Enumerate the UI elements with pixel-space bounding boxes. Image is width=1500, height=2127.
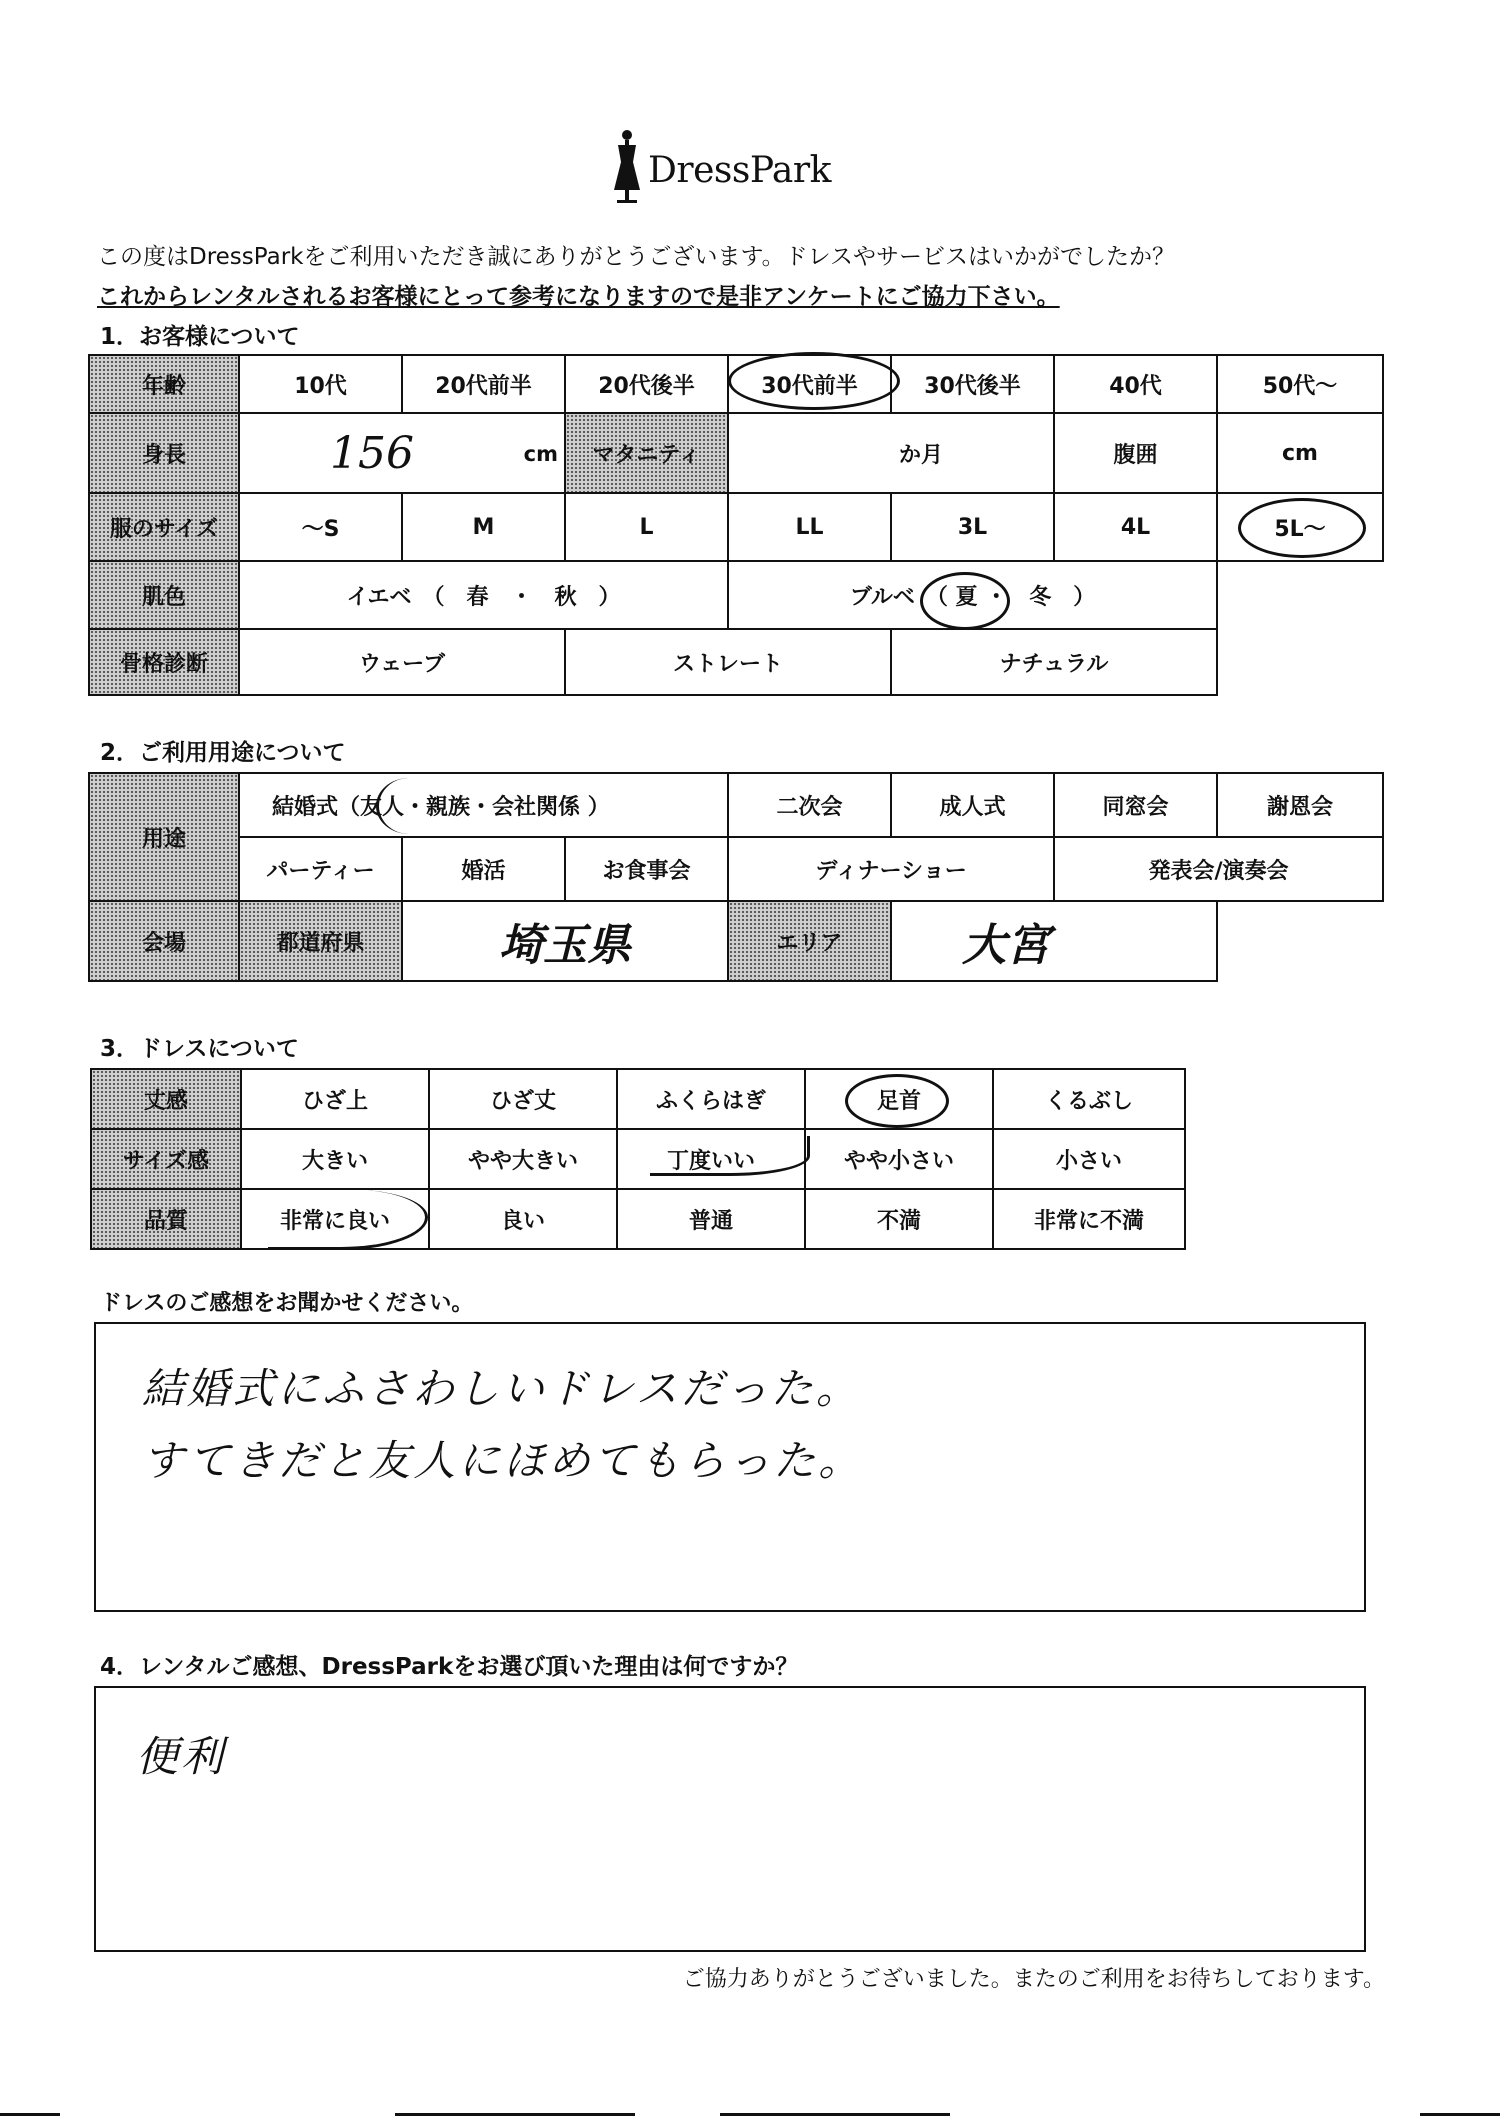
size-option[interactable]: ～S (239, 493, 402, 561)
size-option[interactable]: 4L (1054, 493, 1217, 561)
reason-answer: 便利 (136, 1732, 227, 1781)
size-option[interactable]: LL (728, 493, 891, 561)
scan-edge-mark (0, 2113, 60, 2116)
fit-option[interactable]: やや小さい (805, 1129, 993, 1189)
length-label: 丈感 (91, 1069, 241, 1129)
section3-title: 3．ドレスについて (100, 1036, 299, 1062)
intro-request: これからレンタルされるお客様にとって参考になりますので是非アンケートにご協力下さい。 (97, 284, 1060, 310)
height-unit: cm (523, 442, 558, 466)
impression-label: ドレスのご感想をお聞かせください。 (100, 1291, 474, 1316)
intro-text: この度はDressParkをご利用いただき誠にありがとうございます。ドレスやサービスはいかがでしたか？ (97, 244, 1175, 270)
usage-option[interactable]: パーティー (239, 837, 402, 901)
area-label: エリア (728, 901, 891, 981)
section2-title: 2．ご利用用途について (100, 740, 346, 766)
scan-edge-mark (720, 2113, 950, 2116)
fit-selection-mark (650, 1136, 810, 1176)
fit-option[interactable]: 大きい (241, 1129, 429, 1189)
usage-label: 用途 (89, 773, 239, 901)
quality-option[interactable]: 非常に不満 (993, 1189, 1185, 1249)
usage-option[interactable]: お食事会 (565, 837, 728, 901)
usage-option[interactable]: 成人式 (891, 773, 1054, 837)
length-option[interactable]: ひざ上 (241, 1069, 429, 1129)
length-selection-mark (845, 1074, 949, 1128)
usage-option[interactable]: 同窓会 (1054, 773, 1217, 837)
usage-option[interactable]: 二次会 (728, 773, 891, 837)
empty-cell (1217, 629, 1383, 695)
friend-selection-mark (376, 778, 442, 834)
age-option[interactable]: 20代後半 (565, 355, 728, 413)
area-value[interactable]: 大宮 (891, 901, 1217, 981)
skin-selection-mark (920, 572, 1010, 630)
length-option-selected[interactable]: 足首 (805, 1069, 993, 1129)
size-option[interactable]: 3L (891, 493, 1054, 561)
frame-option[interactable]: ストレート (565, 629, 891, 695)
wedding-label: 結婚式（ (272, 794, 361, 820)
dress-mannequin-icon (610, 128, 644, 208)
dresspark-logo (610, 128, 850, 208)
quality-option[interactable]: 良い (429, 1189, 617, 1249)
length-option[interactable]: ひざ丈 (429, 1069, 617, 1129)
section4-title: 4．レンタルご感想、DressParkをお選び頂いた理由は何ですか？ (100, 1654, 799, 1680)
quality-option[interactable]: 不満 (805, 1189, 993, 1249)
age-selection-mark (728, 352, 900, 410)
fit-option-selected[interactable]: 丁度いい (617, 1129, 805, 1189)
wedding-rest: ・親族・会社関係 ） (404, 794, 610, 820)
reason-box[interactable] (94, 1686, 1366, 1952)
age-option[interactable]: 30代後半 (891, 355, 1054, 413)
scan-edge-mark (395, 2113, 635, 2116)
age-option[interactable]: 40代 (1054, 355, 1217, 413)
usage-option[interactable]: 発表会/演奏会 (1054, 837, 1383, 901)
prefecture-value[interactable]: 埼玉県 (402, 901, 728, 981)
footer-thanks: ご協力ありがとうございました。またのご利用をお待ちしております。 (682, 1967, 1385, 1992)
maternity-months[interactable]: か月 (728, 413, 1054, 493)
usage-wedding[interactable] (239, 773, 728, 837)
quality-option[interactable]: 普通 (617, 1189, 805, 1249)
skin-blue-prefix: ブルベ （ (849, 584, 948, 610)
empty-cell (1217, 561, 1383, 629)
dress-table (90, 1068, 1186, 1250)
brand-name: DressPark (648, 150, 831, 191)
impression-box[interactable] (94, 1322, 1366, 1612)
usage-option[interactable]: 謝恩会 (1217, 773, 1383, 837)
waist-label: 腹囲 (1054, 413, 1217, 493)
frame-option[interactable]: ナチュラル (891, 629, 1217, 695)
skin-yellow[interactable]: イエベ （ 春 ・ 秋 ） (239, 561, 728, 629)
height-label: 身長 (89, 413, 239, 493)
skin-blue-suffix: ・ 冬 ） (985, 584, 1096, 610)
section1-title: 1．お客様について (100, 324, 300, 350)
age-option[interactable]: 20代前半 (402, 355, 565, 413)
wedding-friend: 友人 (360, 794, 405, 820)
impression-line-2: すてきだと友人にほめてもらった。 (142, 1436, 864, 1485)
usage-option[interactable]: 婚活 (402, 837, 565, 901)
length-option[interactable]: ふくらはぎ (617, 1069, 805, 1129)
frame-label: 骨格診断 (89, 629, 239, 695)
quality-label: 品質 (91, 1189, 241, 1249)
fit-option[interactable]: やや大きい (429, 1129, 617, 1189)
impression-line-1: 結婚式にふさわしいドレスだった。 (142, 1364, 861, 1413)
age-option[interactable]: 50代～ (1217, 355, 1383, 413)
maternity-label: マタニティ (565, 413, 728, 493)
fit-option[interactable]: 小さい (993, 1129, 1185, 1189)
customer-table (88, 354, 1384, 696)
length-option[interactable]: くるぶし (993, 1069, 1185, 1129)
size-label: 服のサイズ (89, 493, 239, 561)
size-option-selected[interactable]: 5L～ (1217, 493, 1383, 561)
age-label: 年齢 (89, 355, 239, 413)
size-selection-mark (1238, 498, 1366, 558)
skin-label: 肌色 (89, 561, 239, 629)
size-option[interactable]: L (565, 493, 728, 561)
usage-table (88, 772, 1384, 982)
usage-option[interactable]: ディナーショー (728, 837, 1054, 901)
frame-option[interactable]: ウェーブ (239, 629, 565, 695)
fit-label: サイズ感 (91, 1129, 241, 1189)
height-value: 156 (330, 428, 414, 479)
age-option-selected[interactable]: 30代前半 (728, 355, 891, 413)
size-option[interactable]: M (402, 493, 565, 561)
venue-label: 会場 (89, 901, 239, 981)
empty-cell (1217, 901, 1383, 981)
skin-blue-summer: 夏 (955, 584, 978, 610)
scan-edge-mark (1420, 2113, 1500, 2116)
height-field[interactable] (239, 413, 565, 493)
waist-unit[interactable]: cm (1217, 413, 1383, 493)
age-option[interactable]: 10代 (239, 355, 402, 413)
quality-option-selected[interactable]: 非常に良い (241, 1189, 429, 1249)
prefecture-label: 都道府県 (239, 901, 402, 981)
